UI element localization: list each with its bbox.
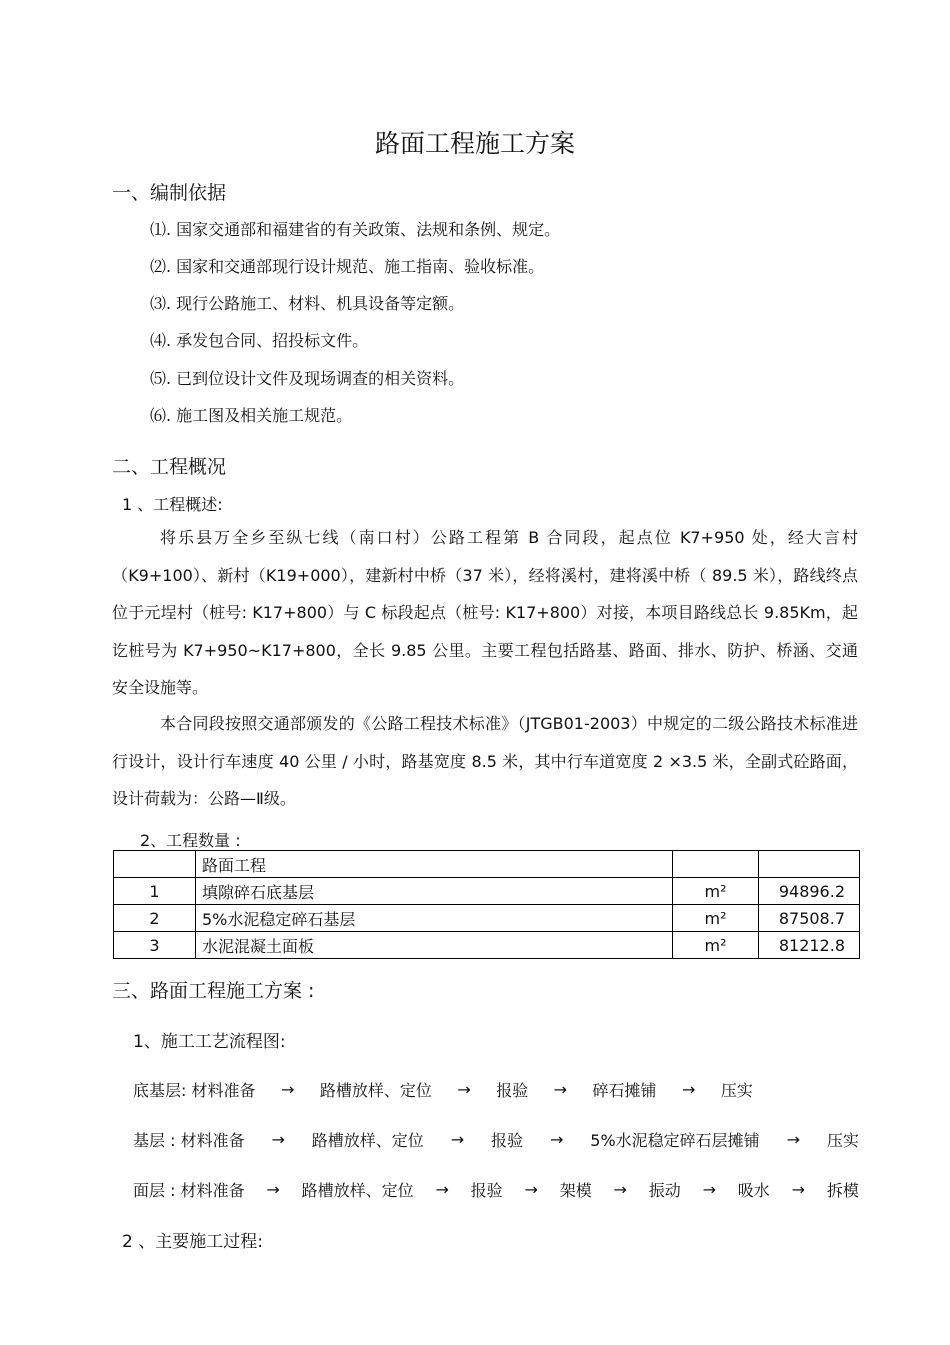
flow-label: 面层 : 材料准备 [133, 1181, 245, 1200]
flow-step: 拆模 [826, 1181, 859, 1200]
flow-step: 压实 [826, 1131, 859, 1150]
arrow-icon: → [682, 1080, 696, 1099]
arrow-icon: → [271, 1130, 285, 1149]
flow-step: 振动 [648, 1181, 681, 1200]
basis-item: ⑸. 已到位设计文件及现场调查的相关资料。 [150, 369, 465, 388]
flow-step: 报验 [491, 1131, 524, 1150]
row-quantity: 87508.7 [759, 905, 860, 932]
overview-paragraph-1: 将乐县万全乡至纵七线（南口村）公路工程第 B 合同段，起点位 K7+950 处，经大言村（K9+100）、新村（K19+000），建新村中桥（37 米），经将溪村，建将溪中桥（ 89.5 米），路线终点位于元埕村（桩号: K17+800）与 C 标段起点（桩号: K17+800）对接，本项目路线总长 9.85Km，起讫桩号为 K7+950~K17+800，全长 9.85 公里。主要工程包括路基、路面、排水、防护、桥涵、交通安全设施等。 [112, 528, 858, 697]
flow-step: 报验 [496, 1081, 529, 1100]
section-2-heading: 二、工程概况 [112, 456, 227, 478]
arrow-icon: → [549, 1130, 564, 1149]
basis-item: ⑵. 国家和交通部现行设计规范、施工指南、验收标准。 [150, 257, 545, 276]
flow-step: 碎石摊铺 [592, 1081, 657, 1100]
table-row [114, 932, 860, 959]
flow-step: 路槽放样、定位 [301, 1181, 414, 1200]
page-title: 路面工程施工方案 [374, 129, 575, 158]
arrow-icon: → [553, 1080, 568, 1099]
flow-step: 压实 [720, 1081, 753, 1100]
flow-step: 架模 [559, 1181, 592, 1200]
table-row [114, 905, 860, 932]
row-quantity: 81212.8 [759, 932, 860, 959]
basis-item: ⑴. 国家交通部和福建省的有关政策、法规和条例、规定。 [150, 220, 561, 239]
arrow-icon: → [791, 1180, 806, 1199]
row-name: 水泥混凝土面板 [196, 932, 673, 959]
quantity-table [113, 850, 860, 959]
row-number: 3 [114, 932, 196, 959]
basis-item: ⑶. 现行公路施工、材料、机具设备等定额。 [150, 294, 465, 313]
flow-label: 底基层: 材料准备 [133, 1081, 256, 1100]
arrow-icon: → [613, 1180, 627, 1199]
flow-base [133, 1128, 859, 1151]
table-header-row [114, 851, 860, 878]
table-row [114, 878, 860, 905]
section-1-heading: 一、编制依据 [112, 182, 227, 204]
arrow-icon: → [524, 1180, 538, 1199]
flow-step: 5%水泥稳定碎石层摊铺 [590, 1131, 760, 1150]
arrow-icon: → [435, 1180, 449, 1199]
arrow-icon: → [786, 1130, 800, 1149]
flow-subheading: 1、施工工艺流程图: [133, 1032, 286, 1052]
arrow-icon: → [702, 1180, 716, 1199]
basis-item: ⑹. 施工图及相关施工规范。 [150, 406, 353, 425]
row-quantity: 94896.2 [759, 878, 860, 905]
row-unit: m² [673, 932, 759, 959]
row-number: 2 [114, 905, 196, 932]
flow-subbase [133, 1078, 753, 1101]
table-header-cell: 路面工程 [196, 851, 673, 878]
section-3-heading: 三、路面工程施工方案 : [112, 980, 315, 1002]
row-unit: m² [673, 878, 759, 905]
quantity-subheading: 2、工程数量 : [140, 831, 241, 850]
overview-paragraph-2: 本合同段按照交通部颁发的《公路工程技术标准》（JTGB01-2003）中规定的二级公路技术标准进行设计，设计行车速度 40 公里 / 小时，路基宽度 8.5 米，其中行车道宽度 2 ×3.5 米，全副式砼路面，设计荷载为：公路—Ⅱ级。 [112, 714, 858, 808]
basis-item: ⑷. 承发包合同、招投标文件。 [150, 331, 369, 350]
process-subheading: 2 、主要施工过程: [122, 1232, 263, 1252]
row-name: 填隙碎石底基层 [196, 878, 673, 905]
flow-step: 路槽放样、定位 [311, 1131, 424, 1150]
arrow-icon: → [457, 1080, 471, 1099]
row-name: 5%水泥稳定碎石基层 [196, 905, 673, 932]
arrow-icon: → [450, 1130, 465, 1149]
arrow-icon: → [280, 1080, 295, 1099]
flow-step: 路槽放样、定位 [319, 1081, 432, 1100]
overview-subheading: 1 、工程概述: [122, 495, 223, 514]
arrow-icon: → [266, 1180, 280, 1199]
row-unit: m² [673, 905, 759, 932]
flow-step: 吸水 [737, 1181, 770, 1200]
flow-surface [133, 1178, 859, 1201]
flow-step: 报验 [470, 1181, 503, 1200]
row-number: 1 [114, 878, 196, 905]
flow-label: 基层 : 材料准备 [133, 1131, 245, 1150]
